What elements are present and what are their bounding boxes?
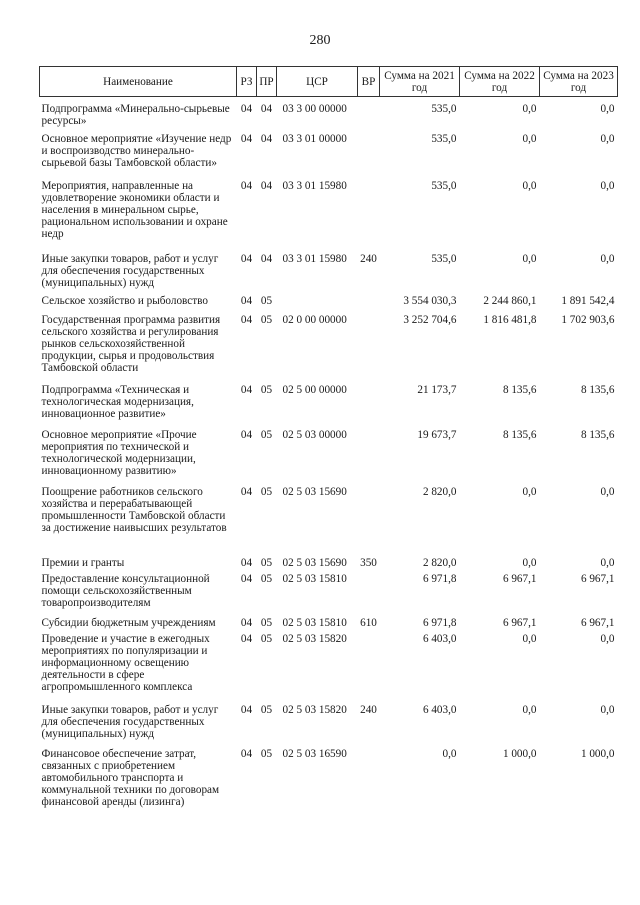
row-sum-2023: 1 000,0	[580, 747, 615, 760]
header-vr: ВР	[358, 67, 380, 97]
row-rz: 04	[240, 572, 253, 585]
row-pr: 05	[260, 313, 273, 326]
row-csr: 03 3 01 00000	[282, 132, 347, 145]
table-row	[40, 617, 618, 633]
row-sum-2021: 535,0	[431, 252, 457, 265]
table-row	[40, 429, 618, 486]
row-vr	[358, 97, 380, 133]
table-row	[40, 384, 618, 429]
row-rz: 04	[240, 252, 253, 265]
row-csr: 02 5 03 15810	[282, 616, 347, 629]
row-rz: 04	[240, 428, 253, 441]
table-row	[40, 573, 618, 617]
header-sum-2021: Сумма на 2021 год	[380, 67, 460, 97]
table-row	[40, 133, 618, 180]
row-sum-2023: 8 135,6	[580, 383, 615, 396]
row-rz: 04	[240, 132, 253, 145]
row-name: Субсидии бюджетным учреждениям	[41, 616, 216, 629]
row-name: Сельское хозяйство и рыболовство	[41, 294, 208, 307]
row-csr: 02 5 03 15820	[282, 632, 347, 645]
row-name: Государственная программа развития сельского хозяйства и регулирования рынков сельскохозяйственной продукции, сырья и продовольствия Тамбовской области	[41, 313, 221, 375]
table-row	[40, 295, 618, 314]
table-row	[40, 180, 618, 253]
row-sum-2021: 2 820,0	[422, 485, 457, 498]
table-body	[40, 97, 618, 820]
row-rz: 04	[240, 703, 253, 716]
row-sum-2023: 0,0	[600, 252, 615, 265]
row-vr: 610	[360, 616, 377, 629]
row-csr: 03 3 00 00000	[282, 103, 347, 115]
row-rz: 04	[240, 179, 253, 192]
table-row	[40, 486, 618, 557]
table-row	[40, 97, 618, 133]
row-sum-2022: 8 135,6	[502, 428, 537, 441]
row-rz: 04	[240, 616, 253, 629]
row-sum-2023: 0,0	[600, 556, 615, 569]
row-csr: 02 5 03 15820	[282, 703, 347, 716]
table-row	[40, 633, 618, 704]
row-name: Предоставление консультационной помощи сельскохозяйственным товаропроизводителям	[41, 572, 210, 609]
row-pr: 05	[260, 383, 273, 396]
row-sum-2023: 0,0	[600, 485, 615, 498]
row-sum-2021: 6 403,0	[422, 703, 457, 716]
row-sum-2021: 6 971,8	[422, 572, 457, 585]
table-row	[40, 704, 618, 748]
row-pr: 05	[260, 747, 273, 760]
row-vr: 240	[360, 703, 377, 716]
row-sum-2022: 6 967,1	[502, 572, 537, 585]
row-sum-2021: 535,0	[431, 179, 457, 192]
row-name: Иные закупки товаров, работ и услуг для обеспечения государственных (муниципальных) нужд	[41, 703, 219, 740]
row-sum-2021: 535,0	[431, 103, 457, 115]
row-sum-2023: 8 135,6	[580, 428, 615, 441]
row-sum-2023: 0,0	[600, 703, 615, 716]
row-pr: 04	[260, 179, 273, 192]
header-csr: ЦСР	[277, 67, 358, 97]
row-vr	[358, 429, 380, 486]
row-sum-2021: 535,0	[431, 132, 457, 145]
row-sum-2023: 0,0	[600, 103, 615, 115]
row-name: Премии и гранты	[41, 556, 125, 569]
table-row	[40, 557, 618, 573]
row-vr: 240	[360, 252, 377, 265]
row-pr: 05	[260, 703, 273, 716]
row-sum-2023: 0,0	[600, 179, 615, 192]
row-pr: 05	[260, 632, 273, 645]
row-sum-2022: 6 967,1	[502, 616, 537, 629]
row-vr	[358, 133, 380, 180]
row-rz: 04	[240, 747, 253, 760]
row-vr	[358, 314, 380, 384]
row-csr: 02 5 03 16590	[282, 747, 347, 760]
row-vr	[358, 633, 380, 704]
row-pr: 05	[260, 428, 273, 441]
row-name: Подпрограмма «Техническая и технологическая модернизация, инновационное развитие»	[41, 383, 194, 420]
row-csr: 02 5 03 15810	[282, 572, 347, 585]
row-rz: 04	[240, 485, 253, 498]
row-sum-2022: 0,0	[522, 179, 537, 192]
row-name: Основное мероприятие «Прочие мероприятия по технической и технологической модернизации, инновационному развитию»	[41, 428, 197, 478]
row-rz: 04	[240, 313, 253, 326]
row-csr	[277, 295, 358, 314]
budget-table	[39, 66, 618, 820]
table-row	[40, 748, 618, 820]
row-pr: 05	[260, 556, 273, 569]
row-sum-2021: 2 820,0	[422, 556, 457, 569]
row-sum-2023: 0,0	[600, 632, 615, 645]
row-csr: 02 5 03 15690	[282, 485, 347, 498]
row-sum-2022: 2 244 860,1	[483, 294, 537, 307]
row-name: Мероприятия, направленные на удовлетворение экономики области и населения в минеральном сырье, рациональном использовании и охране недр	[41, 179, 228, 241]
row-name: Основное мероприятие «Изучение недр и воспроизводство минерально-сырьевой базы Тамбовской области»	[41, 132, 232, 169]
row-sum-2022: 1 816 481,8	[483, 313, 537, 326]
row-sum-2021: 3 554 030,3	[403, 294, 457, 307]
row-csr: 02 5 00 00000	[282, 383, 347, 396]
table-row	[40, 253, 618, 295]
row-sum-2022: 0,0	[522, 703, 537, 716]
row-sum-2022: 1 000,0	[502, 747, 537, 760]
row-rz: 04	[240, 294, 253, 307]
row-name: Иные закупки товаров, работ и услуг для обеспечения государственных (муниципальных) нужд	[41, 252, 219, 289]
table-row	[40, 314, 618, 384]
row-rz: 04	[240, 632, 253, 645]
row-sum-2022: 0,0	[522, 132, 537, 145]
row-sum-2022: 0,0	[522, 632, 537, 645]
row-sum-2021: 3 252 704,6	[403, 313, 457, 326]
table-header	[40, 67, 618, 97]
header-sum-2023: Сумма на 2023 год	[540, 67, 618, 97]
row-pr: 05	[260, 616, 273, 629]
row-name: Поощрение работников сельского хозяйства и перерабатывающей промышленности Тамбовской области за достижение наивысших результатов	[41, 485, 227, 535]
page-number: 280	[309, 33, 331, 48]
row-sum-2021: 6 403,0	[422, 632, 457, 645]
row-csr: 03 3 01 15980	[282, 179, 347, 192]
row-vr	[358, 180, 380, 253]
row-sum-2023: 1 891 542,4	[561, 294, 615, 307]
row-sum-2021: 0,0	[442, 747, 457, 760]
header-rz: РЗ	[237, 67, 257, 97]
row-csr: 03 3 01 15980	[282, 252, 347, 265]
row-rz: 04	[240, 103, 253, 115]
row-sum-2023: 6 967,1	[580, 616, 615, 629]
row-pr: 04	[260, 252, 273, 265]
row-pr: 05	[260, 572, 273, 585]
row-rz: 04	[240, 383, 253, 396]
row-sum-2021: 21 173,7	[417, 383, 457, 396]
row-csr: 02 0 00 00000	[282, 313, 347, 326]
row-rz: 04	[240, 556, 253, 569]
row-sum-2022: 0,0	[522, 556, 537, 569]
row-sum-2022: 0,0	[522, 485, 537, 498]
row-sum-2021: 6 971,8	[422, 616, 457, 629]
row-vr	[358, 748, 380, 820]
header-name: Наименование	[40, 67, 237, 97]
row-vr	[358, 486, 380, 557]
row-sum-2023: 1 702 903,6	[561, 313, 615, 326]
row-pr: 05	[260, 294, 273, 307]
row-sum-2022: 0,0	[522, 103, 537, 115]
header-sum-2022: Сумма на 2022 год	[460, 67, 540, 97]
row-sum-2023: 6 967,1	[580, 572, 615, 585]
row-pr: 04	[260, 103, 273, 115]
row-name: Финансовое обеспечение затрат, связанных с приобретением автомобильного транспорта и коммунальной техники по договорам финансовой аренды (лизинга)	[41, 747, 220, 809]
row-sum-2022: 0,0	[522, 252, 537, 265]
row-sum-2021: 19 673,7	[417, 428, 457, 441]
row-pr: 04	[260, 132, 273, 145]
row-sum-2022: 8 135,6	[502, 383, 537, 396]
row-vr: 350	[360, 556, 377, 569]
row-vr	[358, 384, 380, 429]
row-vr	[358, 295, 380, 314]
row-csr: 02 5 03 15690	[282, 556, 347, 569]
row-vr	[358, 573, 380, 617]
row-sum-2023: 0,0	[600, 132, 615, 145]
row-name: Проведение и участие в ежегодных мероприятиях по популяризации и информационному освещению деятельности в сфере агропромышленного комплекса	[41, 632, 210, 694]
row-name: Подпрограмма «Минерально-сырьевые ресурсы»	[41, 103, 230, 128]
header-pr: ПР	[257, 67, 277, 97]
row-csr: 02 5 03 00000	[282, 428, 347, 441]
row-pr: 05	[260, 485, 273, 498]
